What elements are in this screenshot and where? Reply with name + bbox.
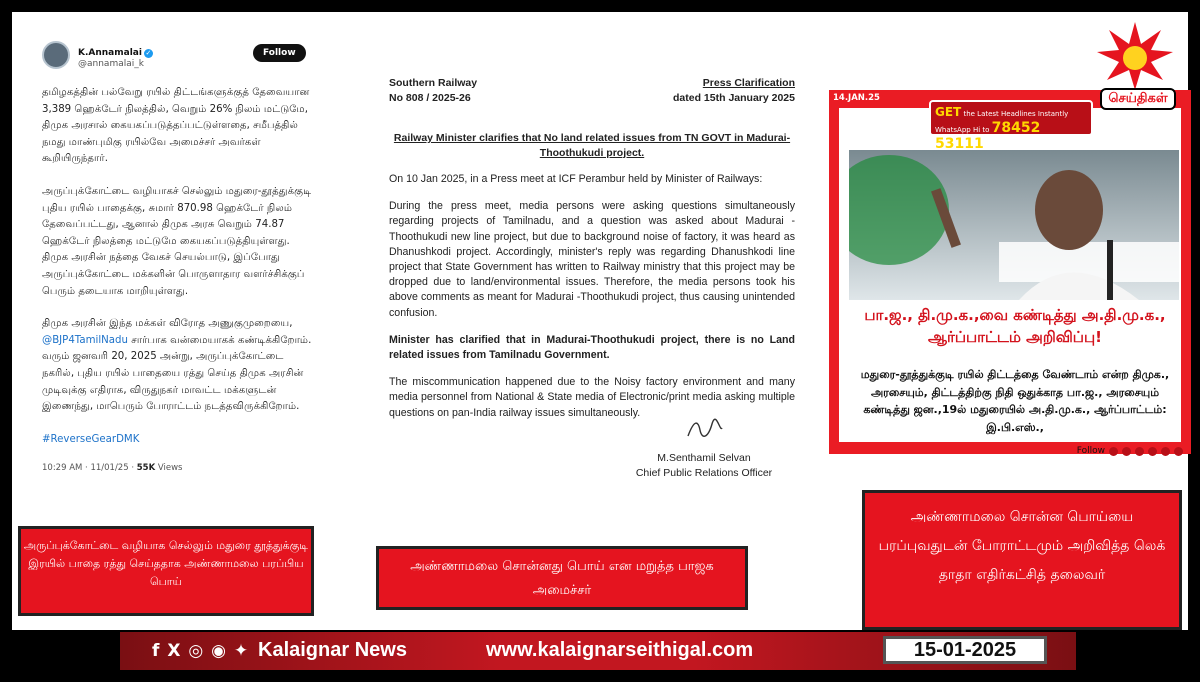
press-release — [389, 76, 795, 479]
press-header — [389, 76, 795, 106]
wa-number: 78452 53111 — [935, 120, 1041, 152]
press-type: Press Clarification — [702, 77, 795, 89]
mention-link[interactable]: @BJP4TamilNadu — [42, 334, 128, 346]
news-photo — [849, 150, 1179, 300]
caption-left: அருப்புக்கோட்டை வழியாக செல்லும் மதுரை தூத்துக்குடி இரயில் பாதை ரத்து செய்ததாக அண்ணாமலை பரப்பிய பொய் — [18, 526, 314, 616]
press-paragraph: During the press meet, media persons were asking questions simultaneously regarding projects of Tamilnadu, and a question was asked about Madurai - Thoothukudi new line project, but due to background noise of factory, it was heard as Dhanushkodi project. Accordingly, minister's reply was regarding Dhanushkodi line project that State Government has written to Railway ministry that this project may be dropped due to land/environmental issues. Therefore, the media persons took his above comments as meant for Madurai -Thoothukudi project, thus causing unintended confusion. — [389, 200, 795, 319]
wa-text: the Latest Headlines Instantly — [961, 110, 1069, 118]
tweet-text: சார்பாக வன்மையாகக் கண்டிக்கிறோம். வரும் ஜனவரி 20, 2025 அன்று, அருப்புக்கோட்டை நகரில், புதிய ரயில் பாதையை ரத்து செய்த திமுக அரசின் முடிவுக்கு எதிராக, விருதுநகர் மாவட்ட மக்களுடன் இணைந்து, மாபெரும் போராட்டம் நடத்தவிருக்கிறோம். — [42, 334, 312, 413]
tweet-timestamp[interactable]: 10:29 AM · 11/01/25 · — [42, 463, 137, 474]
channel-logo-icon — [1095, 18, 1175, 92]
press-paragraph: Minister has clarified that in Madurai-Thoothukudi project, there is no Land related issues from Tamilnadu Government. — [389, 333, 795, 362]
press-title: Railway Minister clarifies that No land related issues from TN GOVT in Madurai-Thoothukudi project. — [393, 132, 791, 159]
share-icon[interactable] — [1174, 447, 1183, 456]
signature-block — [619, 416, 789, 481]
footer-date: 15-01-2025 — [883, 636, 1047, 664]
news-card — [829, 90, 1191, 454]
tweet-body — [42, 85, 312, 477]
channel-logo-text: செய்திகள் — [1100, 88, 1176, 110]
whatsapp-promo[interactable] — [929, 100, 1093, 152]
speaker-photo-icon — [849, 150, 1179, 300]
tweet-paragraph: அருப்புக்கோட்டை வழியாகச் செல்லும் மதுரை-தூத்துக்குடி புதிய ரயில் பாதைக்கு, சுமார் 870.98 ஹெக்டேர் நிலம் தேவைப்பட்டது, ஆனால் திமுக அரசு வெறும் 74.87 ஹெக்டேர் நிலத்தை மட்டுமே கையகப்படுத்தியுள்ளது. திமுக அரசின் நத்தை வேகச் செயல்பாடு, இப்போது அருப்புக்கோட்டை மக்களின் பொருளாதார வளர்ச்சிக்குப் பெரும் தடையாக மாறியுள்ளது. — [42, 185, 312, 297]
tweet-card — [42, 40, 312, 477]
instagram-icon[interactable] — [1135, 447, 1144, 456]
tweet-meta — [42, 460, 312, 477]
avatar[interactable] — [42, 41, 70, 69]
news-card-inner — [837, 106, 1183, 456]
press-issuer: Southern Railway — [389, 77, 478, 89]
verified-badge-icon: ✓ — [145, 49, 152, 57]
news-headline: பா.ஜ., தி.மு.க.,வை கண்டித்து அ.தி.மு.க., ஆர்ப்பாட்டம் அறிவிப்பு! — [864, 306, 1166, 346]
card-follow-label: Follow — [1076, 446, 1105, 456]
facebook-icon[interactable] — [1109, 447, 1118, 456]
tweet-paragraph — [42, 316, 312, 416]
pinterest-icon[interactable] — [1161, 447, 1170, 456]
tweet-paragraph: தமிழகத்தின் பல்வேறு ரயில் திட்டங்களுக்குத் தேவையான 3,389 ஹெக்டேர் நிலத்தில், வெறும் 26% நிலம் மட்டுமே, திமுக அரசால் கையகப்படுத்தப்பட்டுள்ளதை, சமீபத்தில் நமது மாண்புமிகு ரயில்வே அமைச்சர் அவர்கள் கூறியிருந்தார். — [42, 87, 310, 165]
brand-name: Kalaignar News — [258, 639, 407, 661]
social-icons[interactable]: f X ◎ ◉ ✦ — [152, 641, 250, 661]
caption-middle: அண்ணாமலை சொன்னது பொய் என மறுத்த பாஜக அமைச்சர் — [376, 546, 748, 610]
tweet-views-count: 55K — [136, 463, 156, 474]
signatory-title: Chief Public Relations Officer — [635, 467, 773, 479]
tweet-text: திமுக அரசின் இந்த மக்கள் விரோத அணுகுமுறையை, — [42, 318, 293, 330]
youtube-icon[interactable] — [1122, 447, 1131, 456]
hashtag-link[interactable]: #ReverseGearDMK — [42, 433, 140, 445]
wa-get: GET — [935, 105, 962, 119]
press-number: No 808 / 2025-26 — [389, 92, 471, 104]
press-paragraph: On 10 Jan 2025, in a Press meet at ICF Perambur held by Minister of Railways: — [389, 173, 763, 185]
press-paragraph: The miscommunication happened due to the Noisy factory environment and many media personnel from National & State media of Electronic/print media asking multiple questions on pan-India railway issues simultaneously. — [389, 376, 795, 419]
tweet-author-name[interactable]: K.Annamalai — [78, 48, 142, 58]
news-card-date: 14.JAN.25 — [833, 93, 880, 103]
follow-button[interactable]: Follow — [253, 44, 306, 62]
signatory-name: M.Senthamil Selvan — [657, 452, 751, 464]
wa-text: WhatsApp Hi to — [935, 126, 992, 134]
news-card-footer — [847, 446, 1183, 456]
tweet-views-label: Views — [155, 463, 183, 474]
news-summary: மதுரை-தூத்துக்குடி ரயில் திட்டத்தை வேண்டாம் என்ற திமுக., அரசையும், திட்டத்திற்கு நிதி ஒதுக்காத பா.ஜ., அரசையும் கண்டித்து ஜன.,19ல் மதுரையில் அ.தி.மு.க., ஆர்ப்பாட்டம்: இ.பி.எஸ்., — [860, 368, 1170, 434]
signature-icon — [684, 416, 724, 442]
x-icon[interactable] — [1148, 447, 1157, 456]
tweet-author-handle[interactable]: @annamalai_k — [78, 59, 144, 69]
caption-right: அண்ணாமலை சொன்ன பொய்யை பரப்புவதுடன் போராட்டமும் அறிவித்த லெக் தாதா எதிர்கட்சித் தலைவர் — [862, 490, 1182, 630]
press-date: dated 15th January 2025 — [673, 92, 795, 104]
website-link[interactable]: www.kalaignarseithigal.com — [486, 639, 754, 661]
